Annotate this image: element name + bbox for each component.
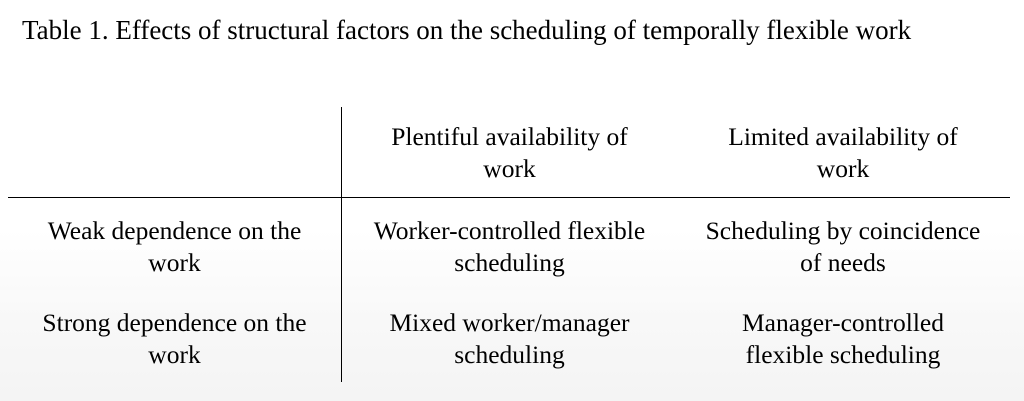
row-header-strong-line1: Strong dependence on the [42, 308, 307, 337]
cell-strong-limited-line1: Manager-controlled [742, 308, 944, 337]
cell-strong-plentiful-line2: scheduling [454, 340, 565, 369]
table-caption: Table 1. Effects of structural factors on the scheduling of temporally flexible work [22, 15, 912, 45]
row-header-strong-line2: work [148, 340, 201, 369]
cell-strong-plentiful [343, 307, 676, 371]
cell-strong-limited [676, 307, 1010, 371]
row-header-weak-line2: work [148, 248, 201, 277]
header-divider [8, 197, 1010, 198]
column-header-plentiful [343, 121, 676, 185]
cell-weak-limited [676, 215, 1010, 279]
cell-strong-limited-line2: flexible scheduling [745, 340, 941, 369]
column-divider [341, 107, 342, 382]
row-header-weak-line1: Weak dependence on the [47, 216, 302, 245]
cell-weak-limited-line1: Scheduling by coincidence [705, 216, 981, 245]
row-header-weak [8, 215, 341, 279]
cell-weak-plentiful-line1: Worker-controlled flexible [373, 216, 646, 245]
row-header-strong [8, 307, 341, 371]
cell-weak-plentiful [343, 215, 676, 279]
column-header-limited-line2: work [816, 154, 870, 183]
column-header-plentiful-line1: Plentiful availability of [391, 122, 628, 151]
cell-weak-limited-line2: of needs [800, 248, 886, 277]
column-header-plentiful-line2: work [483, 154, 536, 183]
column-header-limited [676, 121, 1010, 185]
cell-weak-plentiful-line2: scheduling [454, 248, 565, 277]
column-header-limited-line1: Limited availability of [728, 122, 958, 151]
cell-strong-plentiful-line1: Mixed worker/manager [389, 308, 630, 337]
